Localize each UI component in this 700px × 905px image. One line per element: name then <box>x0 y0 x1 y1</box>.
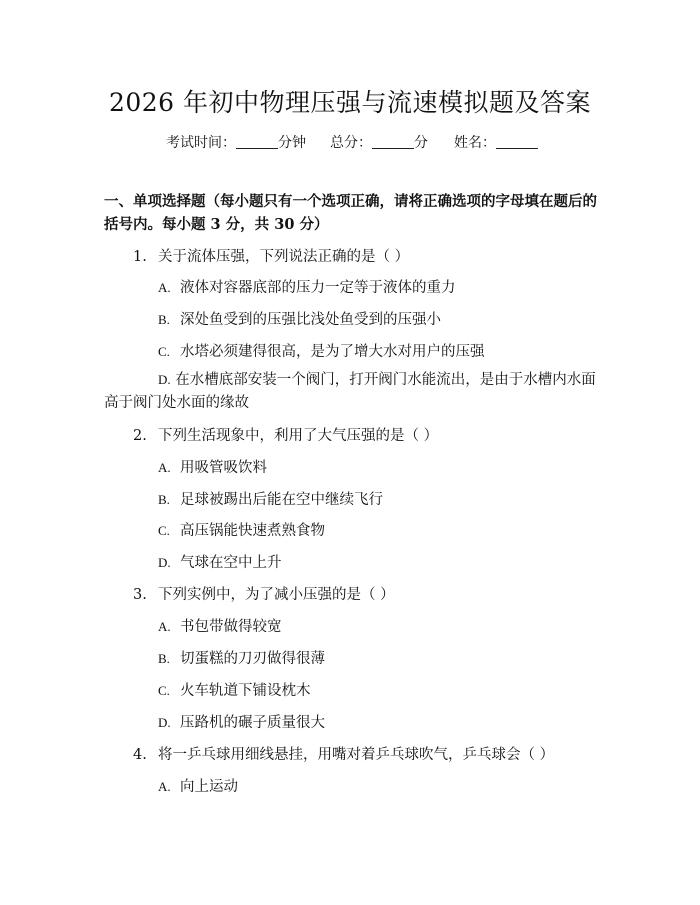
option-text: 在水槽底部安装一个阀门，打开阀门水能流出，是由于水槽内水面高于阀门处水面的缘故 <box>104 372 596 411</box>
option-letter: C. <box>158 683 170 698</box>
option-letter: A. <box>158 619 171 634</box>
total-score-blank <box>372 134 414 149</box>
question-1 <box>133 245 409 266</box>
option-letter: A. <box>158 779 171 794</box>
question-text: 下列生活现象中，利用了大气压强的是（ ） <box>158 428 439 444</box>
option-letter: B. <box>158 312 170 327</box>
option-text: 深处鱼受到的压强比浅处鱼受到的压强小 <box>180 312 441 328</box>
question-number: 3. <box>133 587 147 603</box>
option-letter: A. <box>158 280 171 295</box>
question-4 <box>133 743 554 764</box>
option-2d <box>158 551 282 572</box>
option-4a <box>158 775 238 796</box>
option-text: 压路机的碾子质量很大 <box>180 715 325 731</box>
option-1a <box>158 276 456 297</box>
option-text: 高压锅能快速煮熟食物 <box>180 523 325 539</box>
option-2b <box>158 488 383 509</box>
question-number: 1. <box>133 249 147 265</box>
option-letter: A. <box>158 460 171 475</box>
option-text: 火车轨道下铺设枕木 <box>180 683 311 699</box>
option-letter: B. <box>158 651 170 666</box>
question-3 <box>133 583 395 604</box>
option-3d <box>158 711 325 732</box>
student-name-blank <box>496 134 538 149</box>
option-letter: D. <box>158 555 171 570</box>
section-heading: 一、单项选择题（每小题只有一个选项正确，请将正确选项的字母填在题后的括号内。每小题 3 分，共 30 分） <box>104 193 597 233</box>
exam-time-field <box>166 132 306 152</box>
total-score-unit: 分 <box>414 135 428 151</box>
option-text: 向上运动 <box>180 779 238 795</box>
option-1d <box>104 368 600 415</box>
student-name-field <box>454 132 538 152</box>
option-2a <box>158 456 267 477</box>
option-3a <box>158 615 282 636</box>
option-letter: D. <box>158 715 171 730</box>
option-text: 书包带做得较宽 <box>180 619 282 635</box>
option-3b <box>158 647 325 668</box>
option-letter: C. <box>158 344 170 359</box>
question-text: 关于流体压强，下列说法正确的是（ ） <box>158 249 410 265</box>
option-1c <box>158 340 485 361</box>
question-2 <box>133 424 438 445</box>
total-score-field <box>330 132 428 152</box>
option-text: 液体对容器底部的压力一定等于液体的重力 <box>180 280 456 296</box>
question-text: 下列实例中，为了减小压强的是（ ） <box>158 587 395 603</box>
exam-time-unit: 分钟 <box>278 135 306 151</box>
exam-time-label: 考试时间： <box>166 135 236 151</box>
option-text: 足球被踢出后能在空中继续飞行 <box>180 492 383 508</box>
option-letter: C. <box>158 523 170 538</box>
option-text: 切蛋糕的刀刃做得很薄 <box>180 651 325 667</box>
question-text: 将一乒乓球用细线悬挂，用嘴对着乒乓球吹气，乒乓球会（ ） <box>158 747 555 763</box>
option-text: 用吸管吸饮料 <box>180 460 267 476</box>
option-text: 气球在空中上升 <box>180 555 282 571</box>
option-3c <box>158 679 311 700</box>
option-letter: D. <box>158 372 171 387</box>
total-score-label: 总分： <box>330 135 372 151</box>
question-number: 4. <box>133 747 147 763</box>
exam-time-blank <box>236 134 278 149</box>
page-title: 2026 年初中物理压强与流速模拟题及答案 <box>108 88 592 117</box>
student-name-label: 姓名： <box>454 135 496 151</box>
option-text: 水塔必须建得很高，是为了增大水对用户的压强 <box>180 344 485 360</box>
option-2c <box>158 519 325 540</box>
option-1b <box>158 308 441 329</box>
question-number: 2. <box>133 428 147 444</box>
option-letter: B. <box>158 492 170 507</box>
